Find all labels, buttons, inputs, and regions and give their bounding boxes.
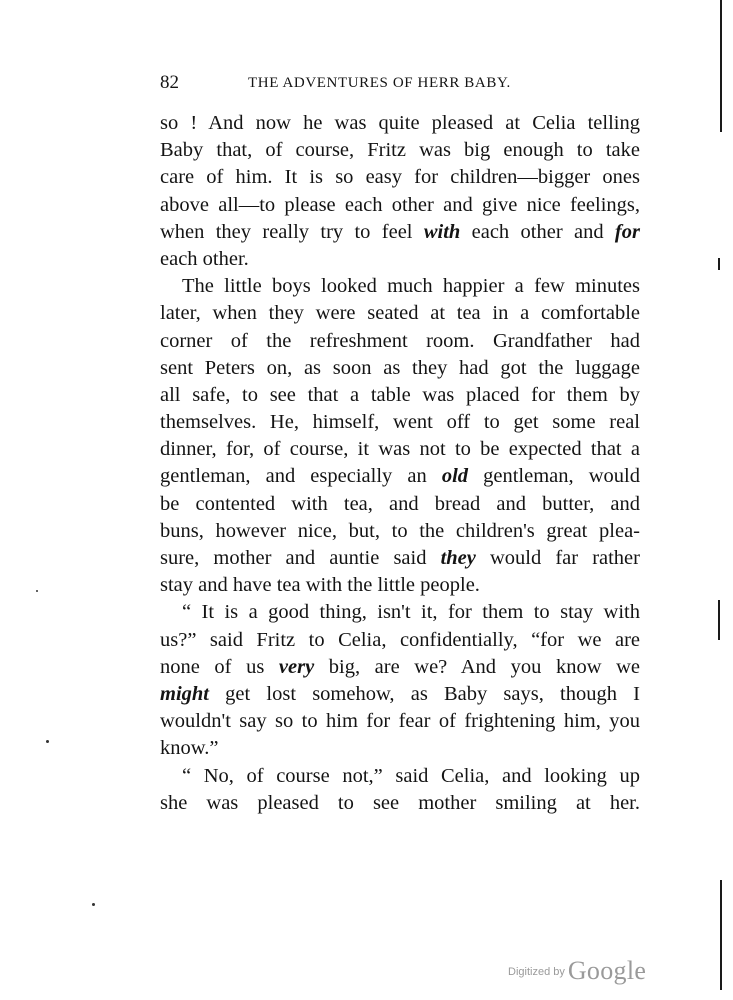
text-line: themselves. He, himself, went off to get some real (160, 411, 640, 434)
emphasis: for (614, 220, 640, 243)
emphasis: old (441, 465, 469, 488)
text-line: buns, however nice, but, to the children's great plea- (160, 519, 640, 542)
emphasis: might (160, 682, 209, 705)
body-text (160, 110, 640, 817)
text-line: all safe, to see that a table was placed for them by (160, 383, 640, 406)
text-line: “ It is a good thing, isn't it, for them to stay with (182, 601, 640, 624)
text-line: stay and have tea with the little people. (160, 574, 480, 597)
text-line: gentleman, and especially an old gentleman, would (160, 465, 640, 488)
scan-speck (36, 590, 38, 592)
text-line: none of us very big, are we? And you know we (160, 655, 640, 678)
text-line: she was pleased to see mother smiling at her. (160, 791, 640, 814)
text-line: care of him. It is so easy for children—bigger ones (160, 166, 640, 189)
text-line: above all—to please each other and give nice feelings, (160, 193, 640, 216)
scan-edge-line (718, 258, 720, 270)
text-line: sure, mother and auntie said they would far rather (160, 547, 640, 569)
scan-speck (92, 903, 95, 906)
scan-edge-line (718, 600, 720, 640)
scan-edge-line (720, 0, 722, 132)
running-title: THE ADVENTURES OF HERR BABY. (248, 75, 511, 91)
emphasis: with (423, 220, 461, 243)
text-line: so ! And now he was quite pleased at Celia telling (160, 112, 640, 134)
text-line: later, when they were seated at tea in a comfortable (160, 302, 640, 325)
text-line: be contented with tea, and bread and butter, and (160, 492, 640, 515)
scan-speck (46, 740, 49, 743)
emphasis: they (440, 547, 476, 569)
text-line: Baby that, of course, Fritz was big enough to take (160, 139, 640, 162)
text-line: wouldn't say so to him for fear of frightening him, you (160, 710, 640, 733)
text-line: might get lost somehow, as Baby says, though I (160, 682, 640, 705)
text-line: corner of the refreshment room. Grandfather had (160, 329, 640, 352)
text-line: sent Peters on, as soon as they had got the luggage (160, 356, 640, 379)
watermark-prefix: Digitized by (508, 966, 565, 978)
scan-edge-line (720, 880, 722, 990)
text-line: when they really try to feel with each other and for (160, 220, 640, 243)
text-line: know.” (160, 737, 219, 760)
text-line: each other. (160, 247, 249, 270)
text-line: us?” said Fritz to Celia, confidentially, “for we are (160, 628, 640, 651)
digitized-watermark (508, 956, 646, 986)
google-logo: Google (567, 956, 647, 985)
text-line: The little boys looked much happier a few minutes (182, 275, 640, 298)
page-number: 82 (160, 72, 179, 93)
text-line: “ No, of course not,” said Celia, and looking up (182, 764, 640, 787)
running-head (160, 72, 640, 96)
text-line: dinner, for, of course, it was not to be expected that a (160, 438, 640, 461)
emphasis: very (278, 655, 315, 678)
